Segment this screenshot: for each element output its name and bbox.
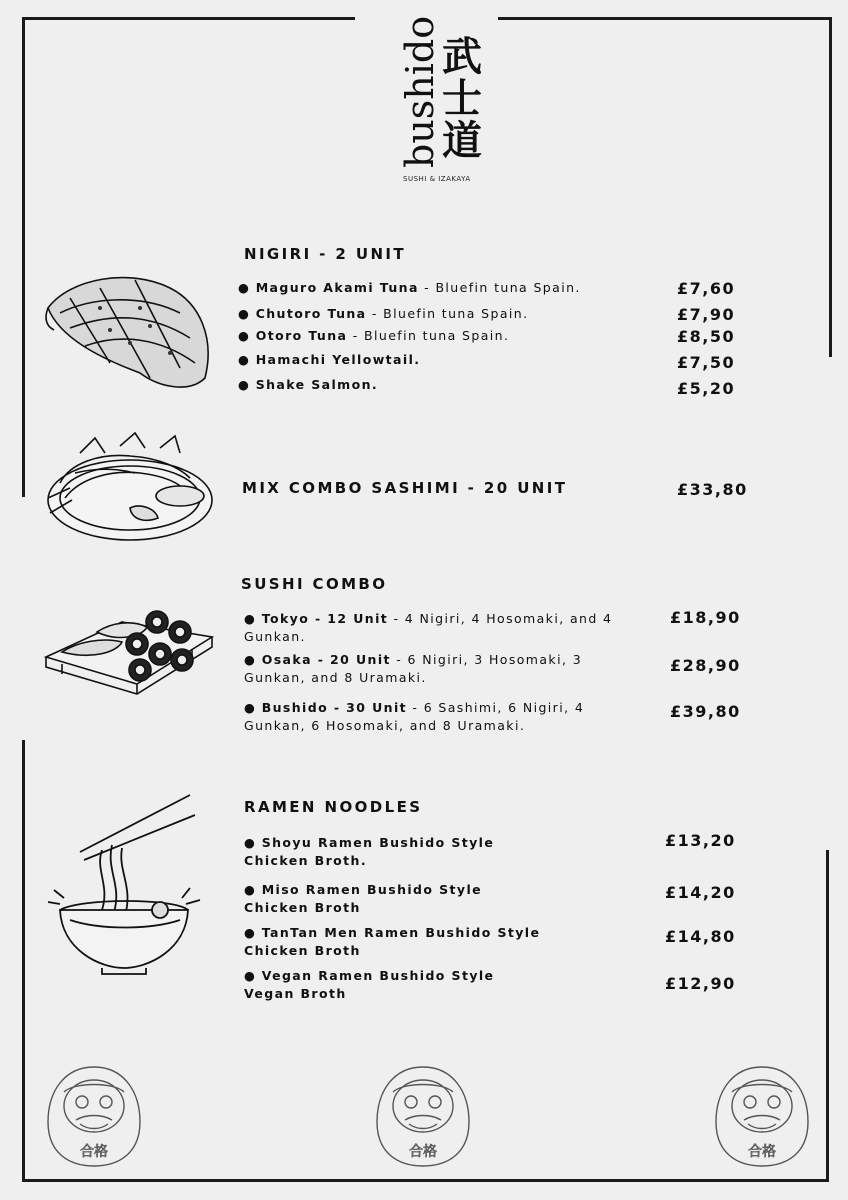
- menu-item: ● Chutoro Tuna - Bluefin tuna Spain.: [238, 306, 529, 321]
- item-desc: - Bluefin tuna Spain.: [418, 280, 581, 295]
- item-name: Shoyu Ramen Bushido Style: [261, 835, 495, 850]
- item-price: £13,20: [665, 831, 736, 850]
- section-title-nigiri: NIGIRI - 2 UNIT: [244, 245, 407, 263]
- menu-item: ● Tokyo - 12 Unit - 4 Nigiri, 4 Hosomaki, and 4 Gunkan.: [244, 611, 613, 644]
- logo-kanji: 武 士 道: [442, 34, 482, 164]
- ramen-bowl-illustration: [40, 790, 215, 975]
- item-name: Chutoro Tuna: [255, 306, 367, 321]
- menu-item: ● Osaka - 20 Unit - 6 Nigiri, 3 Hosomaki, 3 Gunkan, and 8 Uramaki.: [244, 652, 583, 685]
- frame-right: [829, 17, 832, 357]
- menu-item: ● Otoro Tuna - Bluefin tuna Spain.: [238, 328, 510, 343]
- menu-item: ● Bushido - 30 Unit - 6 Sashimi, 6 Nigiri, 4 Gunkan, 6 Hosomaki, and 8 Uramaki.: [244, 700, 585, 733]
- menu-item: ● TanTan Men Ramen Bushido Style Chicken Broth: [244, 925, 541, 958]
- item-name: Miso Ramen Bushido Style: [261, 882, 483, 897]
- item-price: £14,20: [665, 883, 736, 902]
- item-name: Tokyo - 12 Unit: [261, 611, 389, 626]
- item-name: Bushido - 30 Unit: [261, 700, 408, 715]
- item-name: Hamachi Yellowtail.: [255, 352, 421, 367]
- daruma-glyph: 合格: [80, 1144, 108, 1160]
- nigiri-illustration: [40, 268, 220, 398]
- daruma-glyph: 合格: [409, 1144, 437, 1160]
- item-desc: - 6 Sashimi, 6 Nigiri, 4: [407, 700, 585, 715]
- item-desc: - 4 Nigiri, 4 Hosomaki, and 4: [388, 611, 613, 626]
- item-name: TanTan Men Ramen Bushido Style: [261, 925, 541, 940]
- item-desc: - Bluefin tuna Spain.: [347, 328, 510, 343]
- section-title-sashimi: MIX COMBO SASHIMI - 20 UNIT: [242, 479, 568, 497]
- frame-left-lower: [22, 740, 25, 1180]
- item-name: Otoro Tuna: [255, 328, 348, 343]
- item-name: Vegan Ramen Bushido Style: [261, 968, 495, 983]
- menu-item: ● Maguro Akami Tuna - Bluefin tuna Spain.: [238, 280, 581, 295]
- item-desc-line2: Gunkan.: [244, 629, 306, 644]
- item-name: Shake Salmon.: [255, 377, 379, 392]
- logo-subtitle: SUSHI & IZAKAYA: [403, 175, 471, 183]
- menu-item: ● Vegan Ramen Bushido Style Vegan Broth: [244, 968, 495, 1001]
- daruma-glyph: 合格: [748, 1144, 776, 1160]
- item-name: Osaka - 20 Unit: [261, 652, 391, 667]
- section-title-ramen: RAMEN NOODLES: [244, 798, 423, 816]
- item-price: £28,90: [670, 656, 741, 675]
- item-price: £7,90: [677, 305, 736, 324]
- item-desc: Vegan Broth: [244, 986, 347, 1001]
- item-name: Maguro Akami Tuna: [255, 280, 419, 295]
- item-price: £39,80: [670, 702, 741, 721]
- frame-bottom: [22, 1179, 829, 1182]
- menu-item: ● Shake Salmon.: [238, 377, 379, 392]
- item-price: £7,60: [677, 279, 736, 298]
- menu-item: ● Shoyu Ramen Bushido Style Chicken Broth.: [244, 835, 495, 868]
- frame-top-right: [498, 17, 832, 20]
- menu-item: ● Hamachi Yellowtail.: [238, 352, 421, 367]
- item-price: £12,90: [665, 974, 736, 993]
- item-desc: Chicken Broth.: [244, 853, 367, 868]
- item-desc-line2: Gunkan, and 8 Uramaki.: [244, 670, 427, 685]
- item-price: £33,80: [677, 480, 748, 499]
- item-desc: Chicken Broth: [244, 900, 361, 915]
- sushi-board-illustration: [42, 592, 217, 712]
- logo-wordmark: bushido: [398, 15, 442, 168]
- item-price: £18,90: [670, 608, 741, 627]
- menu-item: ● Miso Ramen Bushido Style Chicken Broth: [244, 882, 483, 915]
- sashimi-plate-illustration: [40, 428, 220, 548]
- frame-right-lower: [826, 850, 829, 1180]
- item-desc: - 6 Nigiri, 3 Hosomaki, 3: [390, 652, 583, 667]
- item-desc-line2: Gunkan, 6 Hosomaki, and 8 Uramaki.: [244, 718, 526, 733]
- section-title-sushi-combo: SUSHI COMBO: [241, 575, 388, 593]
- daruma-icon: [712, 1064, 812, 1168]
- daruma-icon: [44, 1064, 144, 1168]
- item-price: £14,80: [665, 927, 736, 946]
- item-desc: Chicken Broth: [244, 943, 361, 958]
- frame-top-left: [22, 17, 355, 20]
- item-price: £8,50: [677, 327, 736, 346]
- item-desc: - Bluefin tuna Spain.: [366, 306, 529, 321]
- frame-left: [22, 17, 25, 497]
- item-price: £5,20: [677, 379, 736, 398]
- item-price: £7,50: [677, 353, 736, 372]
- daruma-icon: [373, 1064, 473, 1168]
